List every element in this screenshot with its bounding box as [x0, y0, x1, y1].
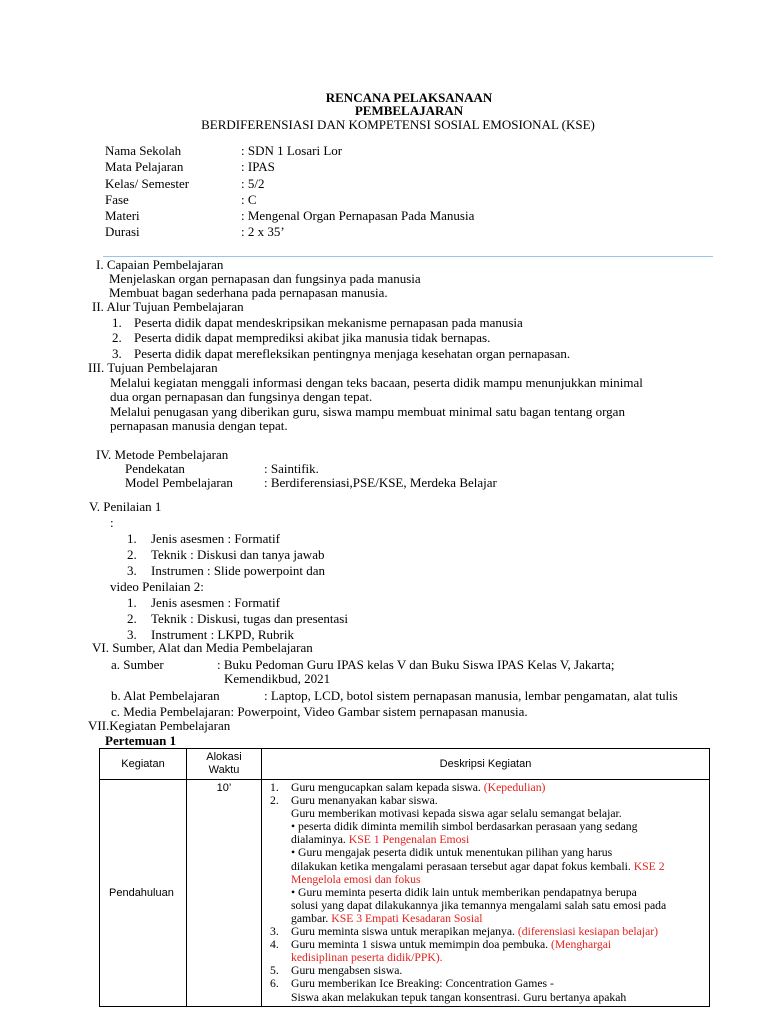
header-alokasi-line1: Alokasi: [206, 751, 242, 763]
identity-label: Fase: [105, 192, 129, 207]
list-item: Teknik : Diskusi, tugas dan presentasi: [151, 611, 348, 626]
desc-highlight: kedisiplinan peserta didik/PPK).: [291, 951, 443, 965]
desc-line: [270, 886, 709, 899]
section-heading: IV. Metode Pembelajaran: [96, 447, 229, 462]
desc-highlight: KSE 3 Empati Kesadaran Sosial: [331, 911, 483, 925]
row-waktu: 10’: [187, 780, 262, 1007]
section-heading: V. Penilaian 1: [89, 499, 162, 514]
desc-line: [270, 860, 709, 873]
desc-line: [270, 794, 709, 807]
section-text: Melalui penugasan yang diberikan guru, siswa mampu membuat minimal satu bagan tentang organ: [110, 404, 625, 419]
header-alokasi: [187, 749, 262, 780]
desc-text: Guru memberikan motivasi kepada siswa agar selalu semangat belajar.: [291, 807, 622, 821]
desc-number: 5.: [270, 964, 279, 978]
desc-highlight: (Menghargai: [551, 938, 612, 952]
list-item: Peserta didik dapat merefleksikan pentingnya menjaga kesehatan organ pernapasan.: [134, 346, 571, 361]
desc-number: 6.: [270, 977, 279, 991]
desc-line: [270, 820, 709, 833]
source-value: : Buku Pedoman Guru IPAS kelas V dan Buku Siswa IPAS Kelas V, Jakarta;: [217, 657, 615, 672]
section-text: Menjelaskan organ pernapasan dan fungsinya pada manusia: [109, 271, 421, 286]
desc-text: Guru memberikan Ice Breaking: Concentration Games -: [291, 977, 554, 991]
identity-value: : SDN 1 Losari Lor: [241, 143, 343, 158]
desc-line: [270, 807, 709, 820]
source-label: a. Sumber: [111, 657, 164, 672]
desc-highlight: KSE 2: [633, 859, 665, 873]
section-heading: I. Capaian Pembelajaran: [96, 257, 224, 272]
list-item: Jenis asesmen : Formatif: [151, 531, 280, 546]
identity-label: Nama Sekolah: [105, 143, 182, 158]
list-item: Teknik : Diskusi dan tanya jawab: [151, 547, 325, 562]
method-value: : Berdiferensiasi,PSE/KSE, Merdeka Belajar: [264, 475, 497, 490]
desc-text: Guru mengabsen siswa.: [291, 964, 403, 978]
desc-line: [270, 977, 709, 990]
tools-label: b. Alat Pembelajaran: [111, 688, 220, 703]
desc-line: [270, 938, 709, 951]
row-kegiatan: Pendahuluan: [100, 780, 187, 1007]
desc-line: [270, 925, 709, 938]
desc-line: [270, 964, 709, 977]
section-heading: VI. Sumber, Alat dan Media Pembelajaran: [92, 640, 313, 655]
desc-text: Guru meminta 1 siswa untuk memimpin doa pembuka.: [291, 938, 552, 952]
header-alokasi-line2: Waktu: [208, 764, 240, 776]
desc-number: 1.: [270, 781, 279, 794]
doc-subtitle: BERDIFERENSIASI DAN KOMPETENSI SOSIAL EMOSIONAL (KSE): [201, 117, 595, 132]
desc-text: • Guru mengajak peserta didik untuk menentukan pilihan yang harus: [291, 846, 613, 860]
section-text: :: [110, 515, 114, 530]
method-value: : Saintifik.: [264, 461, 319, 476]
desc-line: [270, 781, 709, 794]
list-number: 1.: [112, 315, 122, 330]
list-item: Jenis asesmen : Formatif: [151, 595, 280, 610]
desc-text: Guru meminta siswa untuk merapikan mejanya.: [291, 925, 518, 939]
section-text: Melalui kegiatan menggali informasi dengan teks bacaan, peserta didik mampu menunjukkan minimal: [110, 375, 643, 390]
section-heading: VII.Kegiatan Pembelajaran: [88, 718, 231, 733]
media-text: c. Media Pembelajaran: Powerpoint, Video Gambar sistem pernapasan manusia.: [111, 704, 528, 719]
desc-number: 4.: [270, 938, 279, 952]
section-heading: II. Alur Tujuan Pembelajaran: [92, 299, 244, 314]
desc-line: [270, 899, 709, 912]
row-deskripsi: [262, 780, 710, 1007]
identity-value: : IPAS: [241, 159, 275, 174]
section-text: video Penilaian 2:: [110, 579, 204, 594]
doc-title-line1: RENCANA PELAKSANAAN: [325, 90, 493, 105]
desc-text: • Guru meminta peserta didik lain untuk memberikan pendapatnya berupa: [291, 885, 637, 899]
meeting-title: Pertemuan 1: [105, 733, 177, 748]
desc-line: [270, 873, 709, 886]
identity-value: : Mengenal Organ Pernapasan Pada Manusia: [241, 208, 475, 223]
doc-title-line2: PEMBELAJARAN: [354, 103, 464, 118]
list-number: 1.: [127, 595, 137, 610]
desc-text: dilakukan ketika mengalami perasaan tersebut agar dapat fokus kembali.: [291, 859, 634, 873]
section-heading: III. Tujuan Pembelajaran: [88, 360, 218, 375]
section-text: pernapasan manusia dengan tepat.: [110, 418, 288, 433]
identity-label: Materi: [105, 208, 140, 223]
list-number: 3.: [127, 563, 137, 578]
desc-number: 3.: [270, 925, 279, 939]
identity-label: Kelas/ Semester: [105, 176, 190, 191]
desc-text: Siswa akan melakukan tepuk tangan konsentrasi. Guru bertanya apakah: [291, 990, 627, 1004]
desc-line: [270, 991, 709, 1004]
header-kegiatan: Kegiatan: [100, 749, 187, 780]
header-deskripsi: Deskripsi Kegiatan: [262, 749, 710, 780]
list-item: Peserta didik dapat memprediksi akibat jika manusia tidak bernapas.: [134, 330, 491, 345]
desc-text: gambar.: [291, 911, 332, 925]
tools-value: : Laptop, LCD, botol sistem pernapasan manusia, lembar pengamatan, alat tulis: [264, 688, 678, 703]
list-number: 3.: [127, 627, 137, 642]
list-number: 2.: [127, 611, 137, 626]
list-item: Instrumen : Slide powerpoint dan: [151, 563, 326, 578]
desc-text: Guru mengucapkan salam kepada siswa.: [291, 781, 484, 794]
desc-text: dialaminya.: [291, 833, 349, 847]
desc-line: [270, 846, 709, 859]
desc-text: Guru menanyakan kabar siswa.: [291, 794, 438, 808]
list-number: 1.: [127, 531, 137, 546]
method-label: Pendekatan: [125, 461, 185, 476]
activity-table: [99, 748, 710, 1007]
desc-highlight: (diferensiasi kesiapan belajar): [517, 925, 659, 939]
source-value: Kemendikbud, 2021: [224, 671, 331, 686]
desc-number: 2.: [270, 794, 279, 808]
list-number: 3.: [112, 346, 122, 361]
desc-line: [270, 951, 709, 964]
desc-line: [270, 912, 709, 925]
list-item: Instrument : LKPD, Rubrik: [151, 627, 294, 642]
method-label: Model Pembelajaran: [125, 475, 233, 490]
identity-label: Mata Pelajaran: [105, 159, 184, 174]
list-number: 2.: [112, 330, 122, 345]
identity-value: : 5/2: [241, 176, 265, 191]
list-item: Peserta didik dapat mendeskripsikan mekanisme pernapasan pada manusia: [134, 315, 523, 330]
list-number: 2.: [127, 547, 137, 562]
identity-value: : 2 x 35’: [241, 224, 285, 239]
desc-text: solusi yang dapat dilakukannya jika temannya mengalami salah satu emosi pada: [291, 898, 667, 912]
section-text: Membuat bagan sederhana pada pernapasan manusia.: [109, 285, 388, 300]
desc-highlight: Mengelola emosi dan fokus: [291, 872, 421, 886]
desc-text: • peserta didik diminta memilih simbol berdasarkan perasaan yang sedang: [291, 820, 638, 834]
identity-label: Durasi: [105, 224, 140, 239]
identity-value: : C: [241, 192, 257, 207]
desc-line: [270, 833, 709, 846]
table-row: [100, 780, 710, 1007]
table-header-row: [100, 749, 710, 780]
desc-highlight: KSE 1 Pengenalan Emosi: [348, 833, 470, 847]
section-text: dua organ pernapasan dan fungsinya dengan tepat.: [110, 389, 373, 404]
desc-highlight: (Kepedulian): [483, 781, 546, 794]
